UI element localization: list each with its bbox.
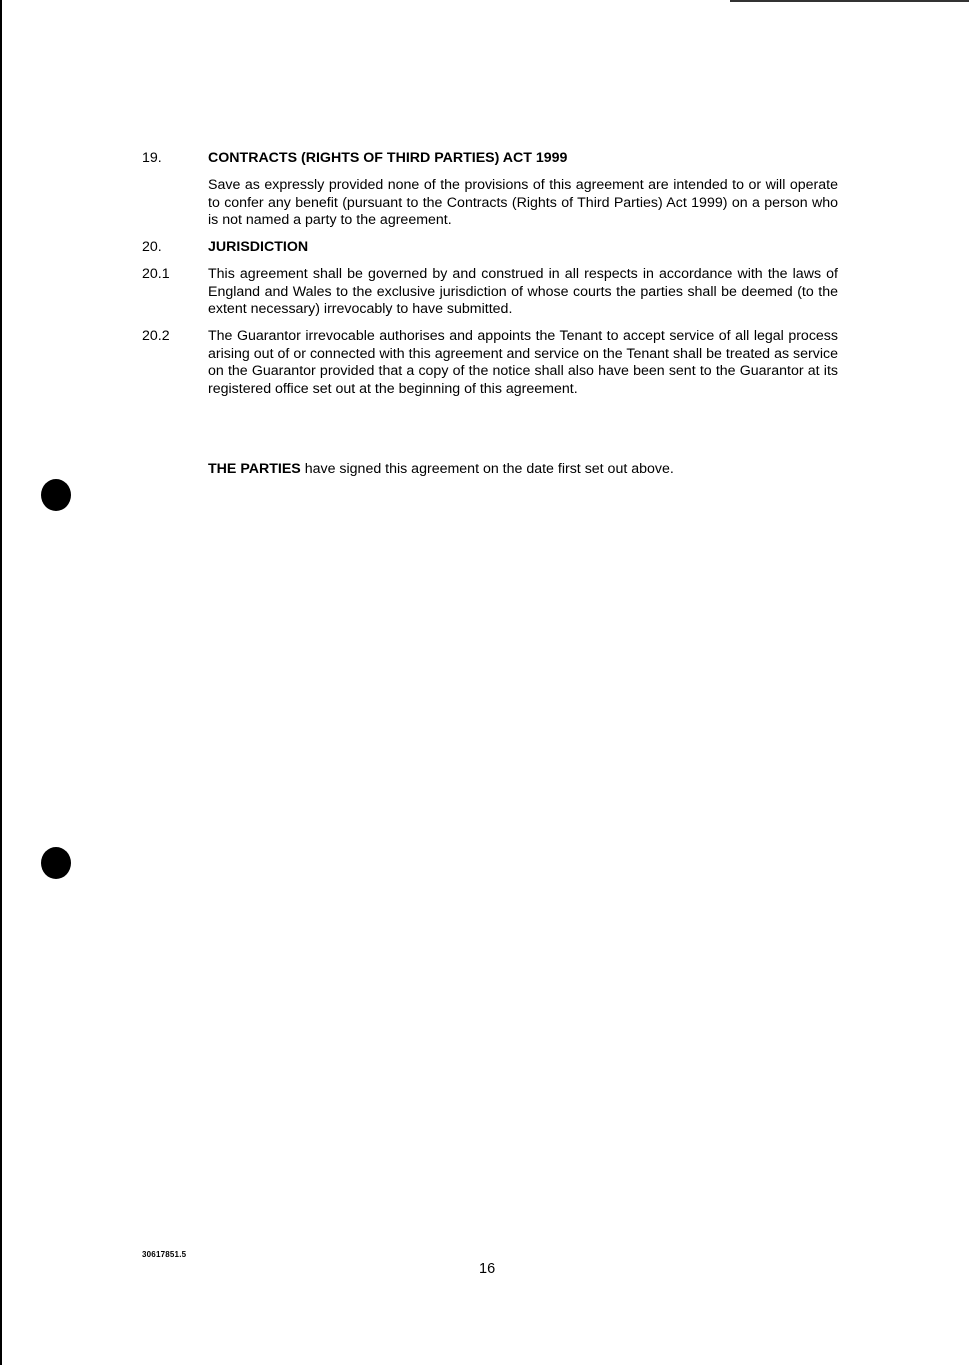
clause-text: Save as expressly provided none of the provisions of this agreement are intended to or will operate to confer any benefit (pursuant to the Contracts (Rights of Third Parties) Act 1999) on a person who is not named a party to the agreement. bbox=[208, 177, 838, 229]
scan-edge-left bbox=[0, 0, 2, 1365]
clause-text: This agreement shall be governed by and construed in all respects in accordance with the laws of England and Wales to the exclusive jurisdiction of whose courts the parties shall be deemed (to the extent necessary) irrevocably to have submitted. bbox=[208, 266, 838, 318]
execution-lead: THE PARTIES bbox=[208, 461, 301, 477]
clause-heading: JURISDICTION bbox=[208, 239, 309, 255]
document-reference: 30617851.5 bbox=[142, 1250, 187, 1259]
scan-edge-top bbox=[730, 0, 969, 2]
clause-number: 20.1 bbox=[142, 266, 170, 282]
clause-number: 20.2 bbox=[142, 328, 170, 344]
clause-text: The Guarantor irrevocable authorises and appoints the Tenant to accept service of all legal process arising out of or connected with this agreement and service on the Tenant shall be treated as service on the Guarantor provided that a copy of the notice shall also have been sent to the Guarantor at its registered office set out at the beginning of this agreement. bbox=[208, 328, 838, 397]
punch-hole-bottom bbox=[41, 847, 71, 879]
punch-hole-top bbox=[41, 479, 71, 511]
clause-heading: CONTRACTS (RIGHTS OF THIRD PARTIES) ACT 1999 bbox=[208, 150, 568, 166]
clause-number: 20. bbox=[142, 239, 162, 255]
page-number: 16 bbox=[479, 1261, 496, 1277]
execution-statement bbox=[208, 461, 674, 479]
clause-number: 19. bbox=[142, 150, 162, 166]
execution-rest: have signed this agreement on the date first set out above. bbox=[300, 461, 674, 477]
